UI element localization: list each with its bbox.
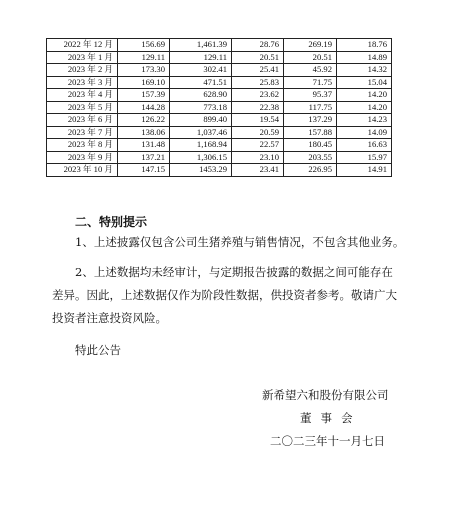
- value-cell: 14.23: [337, 114, 392, 127]
- value-cell: 157.88: [284, 126, 337, 139]
- value-cell: 226.95: [284, 164, 337, 177]
- value-cell: 117.75: [284, 101, 337, 114]
- value-cell: 131.48: [118, 139, 170, 152]
- value-cell: 773.18: [170, 101, 232, 114]
- value-cell: 45.92: [284, 64, 337, 77]
- value-cell: 14.89: [337, 51, 392, 64]
- value-cell: 471.51: [170, 76, 232, 89]
- value-cell: 22.57: [232, 139, 284, 152]
- value-cell: 20.51: [284, 51, 337, 64]
- announcement-date: 二〇二三年十一月七日: [270, 434, 385, 448]
- value-cell: 302.41: [170, 64, 232, 77]
- table-body: [47, 39, 392, 177]
- table-row: [47, 39, 392, 52]
- value-cell: 20.59: [232, 126, 284, 139]
- table-row: [47, 164, 392, 177]
- value-cell: 1,306.15: [170, 151, 232, 164]
- value-cell: 169.10: [118, 76, 170, 89]
- sales-data-table: [46, 38, 392, 177]
- value-cell: 144.28: [118, 101, 170, 114]
- value-cell: 20.51: [232, 51, 284, 64]
- value-cell: 23.10: [232, 151, 284, 164]
- value-cell: 14.91: [337, 164, 392, 177]
- value-cell: 25.83: [232, 76, 284, 89]
- section-heading: 二、特别提示: [75, 215, 148, 229]
- value-cell: 129.11: [118, 51, 170, 64]
- table-row: [47, 76, 392, 89]
- month-cell: 2023 年 7 月: [47, 126, 118, 139]
- value-cell: 14.32: [337, 64, 392, 77]
- value-cell: 1453.29: [170, 164, 232, 177]
- table-row: [47, 114, 392, 127]
- value-cell: 16.63: [337, 139, 392, 152]
- notice-item-2-line-3: 投资者注意投资风险。: [52, 311, 167, 325]
- table-row: [47, 89, 392, 102]
- value-cell: 173.30: [118, 64, 170, 77]
- value-cell: 628.90: [170, 89, 232, 102]
- month-cell: 2023 年 4 月: [47, 89, 118, 102]
- value-cell: 14.20: [337, 101, 392, 114]
- value-cell: 22.38: [232, 101, 284, 114]
- closing-text: 特此公告: [75, 343, 121, 357]
- table-row: [47, 101, 392, 114]
- notice-item-2-line-2: 差异。因此，上述数据仅作为阶段性数据，供投资者参考。敬请广大: [52, 288, 397, 302]
- table-row: [47, 151, 392, 164]
- value-cell: 147.15: [118, 164, 170, 177]
- value-cell: 15.97: [337, 151, 392, 164]
- value-cell: 23.41: [232, 164, 284, 177]
- month-cell: 2022 年 12 月: [47, 39, 118, 52]
- month-cell: 2023 年 2 月: [47, 64, 118, 77]
- value-cell: 14.09: [337, 126, 392, 139]
- notice-item-2-line-1: 2、上述数据均未经审计，与定期报告披露的数据之间可能存在: [75, 265, 393, 279]
- value-cell: 19.54: [232, 114, 284, 127]
- value-cell: 23.62: [232, 89, 284, 102]
- value-cell: 18.76: [337, 39, 392, 52]
- notice-item-1: 1、上述披露仅包含公司生猪养殖与销售情况，不包含其他业务。: [75, 235, 405, 249]
- table-row: [47, 64, 392, 77]
- month-cell: 2023 年 3 月: [47, 76, 118, 89]
- value-cell: 157.39: [118, 89, 170, 102]
- month-cell: 2023 年 8 月: [47, 139, 118, 152]
- value-cell: 137.29: [284, 114, 337, 127]
- board-name: 董事会: [300, 411, 362, 425]
- value-cell: 1,168.94: [170, 139, 232, 152]
- company-name: 新希望六和股份有限公司: [262, 388, 389, 402]
- month-cell: 2023 年 10 月: [47, 164, 118, 177]
- value-cell: 28.76: [232, 39, 284, 52]
- value-cell: 25.41: [232, 64, 284, 77]
- value-cell: 269.19: [284, 39, 337, 52]
- value-cell: 1,461.39: [170, 39, 232, 52]
- month-cell: 2023 年 1 月: [47, 51, 118, 64]
- month-cell: 2023 年 6 月: [47, 114, 118, 127]
- month-cell: 2023 年 9 月: [47, 151, 118, 164]
- table-row: [47, 51, 392, 64]
- value-cell: 15.04: [337, 76, 392, 89]
- value-cell: 126.22: [118, 114, 170, 127]
- month-cell: 2023 年 5 月: [47, 101, 118, 114]
- table-row: [47, 139, 392, 152]
- value-cell: 95.37: [284, 89, 337, 102]
- value-cell: 14.20: [337, 89, 392, 102]
- value-cell: 137.21: [118, 151, 170, 164]
- value-cell: 1,037.46: [170, 126, 232, 139]
- value-cell: 899.40: [170, 114, 232, 127]
- value-cell: 180.45: [284, 139, 337, 152]
- value-cell: 156.69: [118, 39, 170, 52]
- value-cell: 203.55: [284, 151, 337, 164]
- value-cell: 138.06: [118, 126, 170, 139]
- table-row: [47, 126, 392, 139]
- value-cell: 71.75: [284, 76, 337, 89]
- value-cell: 129.11: [170, 51, 232, 64]
